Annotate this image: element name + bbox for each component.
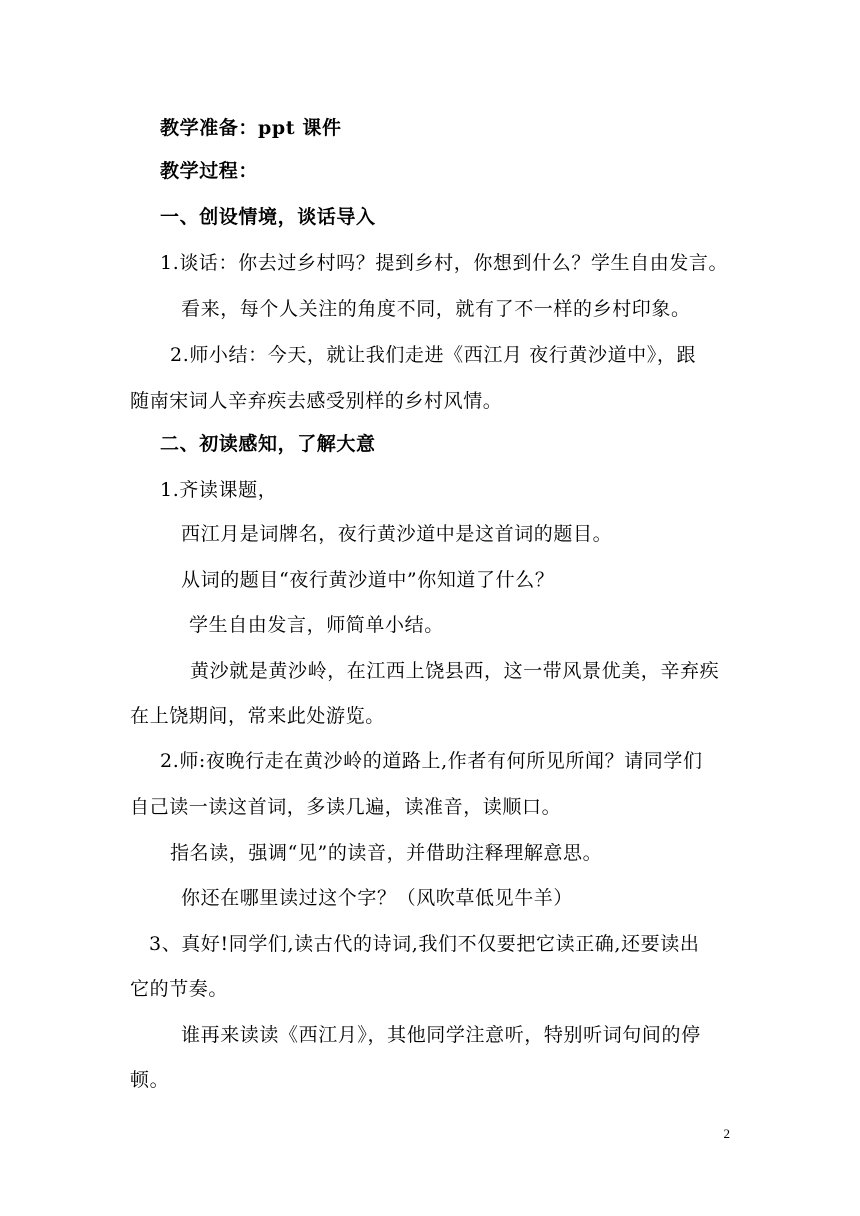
paragraph-line: 在上饶期间，常来此处游览。 [130, 705, 385, 727]
page-number: 2 [723, 1126, 730, 1141]
process-heading: 教学过程： [160, 160, 259, 182]
paragraph-line: 1.齐读课题， [160, 479, 278, 501]
paragraph-line: 3、真好!同学们,读古代的诗词,我们不仅要把它读正确,还要读出 [149, 933, 700, 955]
paragraph-line: 黄沙就是黄沙岭，在江西上饶县西，这一带风景优美，辛弃疾 [190, 660, 720, 682]
paragraph-line: 从词的题目“夜行黄沙道中”你知道了什么？ [181, 569, 555, 591]
paragraph-line: 谁再来读读《西江月》，其他同学注意听，特别听词句间的停 [181, 1024, 701, 1046]
paragraph-line: 1.谈话：你去过乡村吗？提到乡村，你想到什么？学生自由发言。 [160, 252, 729, 274]
paragraph-line: 自己读一读这首词，多读几遍，读准音，读顺口。 [130, 796, 562, 818]
paragraph-line: 学生自由发言，师简单小结。 [189, 614, 444, 636]
section-heading-1: 一、创设情境，谈话导入 [160, 206, 376, 228]
paragraph-line: 2.师:夜晚行走在黄沙岭的道路上,作者有何所见所闻？请同学们 [160, 750, 703, 772]
section-heading-2: 二、初读感知，了解大意 [160, 433, 376, 455]
paragraph-line: 看来，每个人关注的角度不同，就有了不一样的乡村印象。 [181, 298, 691, 320]
paragraph-line: 2.师小结：今天，就让我们走进《西江月 夜行黄沙道中》，跟 [170, 344, 697, 366]
paragraph-line: 它的节奏。 [130, 978, 229, 1000]
paragraph-line: 顿。 [130, 1069, 170, 1091]
prep-heading: 教学准备：ppt 课件 [160, 117, 342, 139]
paragraph-line: 指名读，强调“见”的读音，并借助注释理解意思。 [170, 842, 603, 864]
paragraph-line: 西江月是词牌名，夜行黄沙道中是这首词的题目。 [181, 523, 613, 545]
paragraph-line: 你还在哪里读过这个字？（风吹草低见牛羊） [181, 887, 574, 909]
paragraph-line: 随南宋词人辛弃疾去感受别样的乡村风情。 [130, 390, 503, 412]
